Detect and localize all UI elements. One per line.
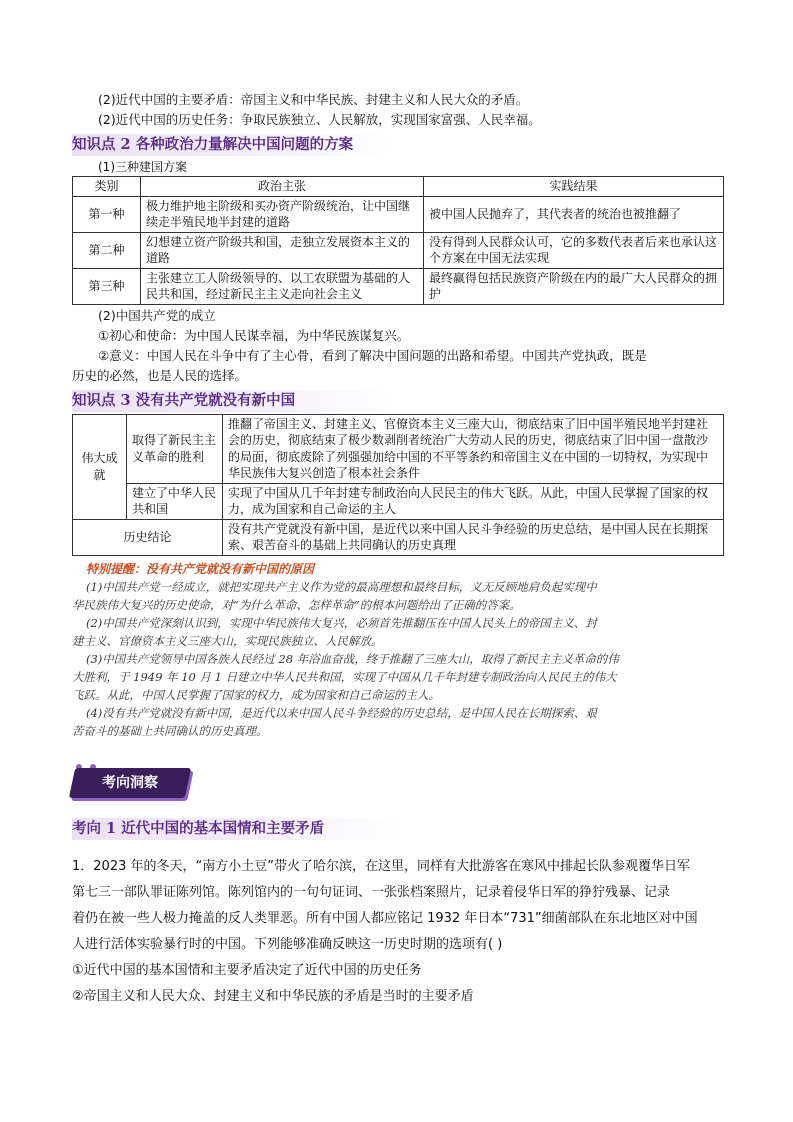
- table-row: [73, 232, 724, 268]
- row-policy: 极力维护地主阶级和买办资产阶级统治，让中国继续走半殖民地半封建的道路: [141, 196, 424, 232]
- question-line: 着仍在被一些人极力掩盖的反人类罪恶。所有中国人都应铭记 1932 年日本“731”细菌部队在东北地区对中国: [72, 911, 698, 926]
- special-reminder-body: [72, 578, 724, 740]
- row-result: 最终赢得包括民族资产阶级在内的最广大人民群众的拥护: [424, 268, 724, 304]
- reminder-p3a: (3)中国共产党领导中国各族人民经过 28 年浴血奋战，终于推翻了三座大山，取得了新民主主义革命的伟: [86, 651, 619, 666]
- header-category: 类别: [73, 177, 141, 197]
- option-2: ②帝国主义和人民大众、封建主义和中华民族的矛盾是当时的主要矛盾: [72, 989, 474, 1004]
- intro-line-1: (2)近代中国的主要矛盾：帝国主义和中华民族、封建主义和人民大众的矛盾。: [98, 92, 529, 107]
- conclusion-label: 历史结论: [73, 519, 223, 555]
- achievement-group-label: 伟大成就: [73, 414, 127, 519]
- reminder-p4b: 苦奋斗的基础上共同确认的历史真理。: [72, 723, 268, 738]
- party-founding-title: (2)中国共产党的成立: [98, 307, 216, 323]
- question-1: [72, 854, 732, 1010]
- achievement-sub-1: 取得了新民主主义革命的胜利: [127, 414, 223, 483]
- header-result: 实践结果: [424, 177, 724, 197]
- option-1: ①近代中国的基本国情和主要矛盾决定了近代中国的历史任务: [72, 963, 422, 978]
- question-line: 人进行活体实验暴行时的中国。下列能够准确反映这一历史时期的选项有( ): [72, 937, 503, 952]
- party-meaning-1: ②意义：中国人民在斗争中有了主心骨，看到了解决中国问题的出路和希望。中国共产党执政，既是: [98, 347, 647, 363]
- kp3-heading: 知识点 3 没有共产党就没有新中国: [72, 390, 392, 412]
- achievements-table: [72, 414, 724, 556]
- reminder-p2b: 建主义、官僚资本主义三座大山，实现民族独立、人民解放。: [72, 633, 383, 648]
- intro-line-2: (2)近代中国的历史任务：争取民族独立、人民解放，实现国家富强、人民幸福。: [98, 112, 541, 127]
- conclusion-text: 没有共产党就没有新中国，是近代以来中国人民斗争经验的历史总结，是中国人民在长期探索、艰苦奋斗的基础上共同确认的历史真理: [223, 519, 724, 555]
- reminder-p3c: 飞跃。从此，中国人民掌握了国家的权力，成为国家和自己命运的主人。: [72, 687, 440, 702]
- question-line: 1．2023 年的冬天，“南方小土豆”带火了哈尔滨，在这里，同样有大批游客在寒风中排起长队参观覆华日军: [72, 859, 690, 874]
- reminder-p2a: (2)中国共产党深刻认识到，实现中华民族伟大复兴，必须首先推翻压在中国人民头上的帝国主义、封: [86, 615, 597, 630]
- reminder-p1a: (1)中国共产党一经成立，就把实现共产主义作为党的最高理想和最终目标，义无反顾地肩负起实现中: [86, 579, 597, 594]
- achievement-sub-1-text: 推翻了帝国主义、封建主义、官僚资本主义三座大山，彻底结束了旧中国半殖民地半封建社会的历史，彻底结束了极少数剥削者统治广大劳动人民的历史，彻底结束了旧中国一盘散沙的局面，彻底废除了列强强加给中国的不平等条约和帝国主义在中国的一切特权，为实现中华民族伟大复兴创造了根本社会条件: [223, 414, 724, 483]
- achievement-sub-2: 建立了中华人民共和国: [127, 483, 223, 519]
- party-meaning-2: 历史的必然，也是人民的选择。: [72, 367, 248, 383]
- table-row: [73, 483, 724, 519]
- special-reminder-title: 特别提醒：没有共产党就没有新中国的原因: [86, 561, 315, 576]
- table-row: [73, 268, 724, 304]
- study-notes: [72, 90, 724, 740]
- row-policy: 幻想建立资产阶级共和国，走独立发展资本主义的道路: [141, 232, 424, 268]
- row-category: 第三种: [73, 268, 141, 304]
- kp2-subheading: (1)三种建国方案: [98, 160, 187, 174]
- reminder-p1b: 华民族伟大复兴的历史使命，对“为什么革命、怎样革命”的根本问题给出了正确的答案。: [72, 597, 521, 612]
- table-row: [73, 414, 724, 483]
- badge-shape: [69, 768, 191, 798]
- row-result: 被中国人民抛弃了，其代表者的统治也被推翻了: [424, 196, 724, 232]
- question-line: 第七三一部队罪证陈列馆。陈列馆内的一句句证词、一张张档案照片，记录着侵华日军的狰狞残暴、记录: [72, 885, 671, 900]
- header-policy: 政治主张: [141, 177, 424, 197]
- section-badge: [72, 764, 192, 802]
- achievement-sub-2-text: 实现了中国从几千年封建专制政治向人民民主的伟大飞跃。从此，中国人民掌握了国家的权力，成为国家和自己命运的主人: [223, 483, 724, 519]
- table-row: [73, 519, 724, 555]
- row-category: 第一种: [73, 196, 141, 232]
- row-policy: 主张建立工人阶级领导的、以工农联盟为基础的人民共和国，经过新民主主义走向社会主义: [141, 268, 424, 304]
- row-result: 没有得到人民群众认可，它的多数代表者后来也承认这个方案在中国无法实现: [424, 232, 724, 268]
- party-mission: ①初心和使命：为中国人民谋幸福，为中华民族谋复兴。: [98, 327, 410, 343]
- badge-label: 考向洞察: [102, 775, 158, 791]
- reminder-p3b: 大胜利，于 1949 年 10 月 1 日建立中华人民共和国，实现了中国从几千年封建专制政治向人民民主的伟大: [72, 669, 617, 684]
- table-header-row: [73, 177, 724, 197]
- row-category: 第二种: [73, 232, 141, 268]
- kp2-heading: 知识点 2 各种政治力量解决中国问题的方案: [72, 134, 392, 156]
- table-row: [73, 196, 724, 232]
- founding-plans-table: [72, 176, 724, 305]
- reminder-p4a: (4)没有共产党就没有新中国，是近代以来中国人民斗争经验的历史总结，是中国人民在长期探索、艰: [86, 705, 597, 720]
- kx1-heading: 考向 1 近代中国的基本国情和主要矛盾: [72, 818, 402, 840]
